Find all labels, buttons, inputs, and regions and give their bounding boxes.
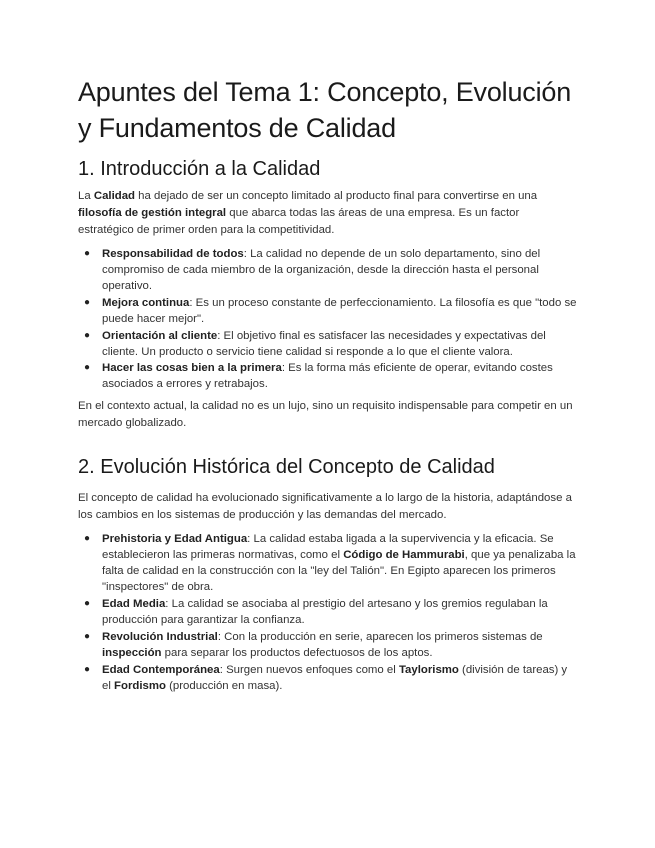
bold-term: Calidad xyxy=(93,190,135,202)
text-run: : La calidad estaba ligada a la supervivencia y la eficacia. Se establecieron las primeras normativas, como el xyxy=(102,533,554,562)
bold-term: Fordismo xyxy=(114,679,166,692)
bullet-icon: ● xyxy=(84,598,91,610)
history-list xyxy=(78,531,578,693)
text-run: ha dejado de ser un concepto limitado al producto final para convertirse en una xyxy=(135,190,538,202)
section-heading-evolucion: 2. Evolución Histórica del Concepto de Calidad xyxy=(78,456,495,479)
list-item-text: : Es la forma más eficiente de operar, evitando costes asociados a errores y retrabajos. xyxy=(102,362,553,391)
list-item xyxy=(78,629,578,661)
bold-term: Taylorismo xyxy=(398,663,459,676)
bold-term: Revolución Industrial xyxy=(102,630,218,643)
bullet-icon: ● xyxy=(84,329,91,341)
bold-term: Código de Hammurabi xyxy=(343,549,465,562)
text-run: : Con la producción en serie, aparecen los primeros sistemas de xyxy=(217,630,543,643)
list-item xyxy=(78,328,578,360)
list-item-text: : Es un proceso constante de perfeccionamiento. La filosofía es que "todo se puede hacer mejor". xyxy=(102,296,577,325)
bullet-icon: ● xyxy=(84,248,91,259)
bold-term: Prehistoria y Edad Antigua xyxy=(102,533,248,546)
list-item xyxy=(78,531,578,595)
list-item xyxy=(78,246,578,294)
bold-term: Hacer las cosas bien a la primera xyxy=(102,362,282,375)
text-run: que abarca todas las áreas de una empresa. Es un factor estratégico de primer orden para la competitividad. xyxy=(78,207,520,236)
list-item-text: : El objetivo final es satisfacer las necesidades y expectativas del cliente. Un producto o servicio tiene calidad si responde a lo que el cliente valora. xyxy=(102,329,546,358)
text-run: : La calidad se asociaba al prestigio del artesano y los gremios regulaban la producción para garantizar la confianza. xyxy=(102,598,548,627)
intro-paragraph xyxy=(78,188,578,239)
section-heading-introduccion: 1. Introducción a la Calidad xyxy=(78,158,321,180)
bullet-icon: ● xyxy=(84,533,91,545)
bold-term: filosofía de gestión integral xyxy=(78,207,227,219)
list-item xyxy=(78,295,578,327)
bullet-icon: ● xyxy=(84,362,91,374)
list-item-text: : La calidad no depende de un solo departamento, sino del compromiso de cada miembro de la organización, desde la dirección hasta el personal operativo. xyxy=(102,248,541,292)
bullet-icon: ● xyxy=(84,663,91,675)
list-item xyxy=(78,662,578,694)
text-run: (producción en masa). xyxy=(165,679,283,692)
bullet-icon: ● xyxy=(84,296,91,308)
text-run: para separar los productos defectuosos de los aptos. xyxy=(161,646,433,659)
text-run: La xyxy=(78,190,94,202)
document-page xyxy=(78,74,578,700)
closing-paragraph: En el contexto actual, la calidad no es un lujo, sino un requisito indispensable para competir en un mercado globalizado. xyxy=(78,400,573,430)
principles-list xyxy=(78,246,578,392)
bold-term: Edad Contemporánea xyxy=(102,663,220,676)
bold-term: Mejora continua xyxy=(102,296,190,309)
bold-term: Responsabilidad de todos xyxy=(102,248,244,260)
evolution-intro-paragraph: El concepto de calidad ha evolucionado significativamente a lo largo de la historia, adaptándose a los cambios en los sistemas de producción y las demandas del mercado. xyxy=(78,492,572,522)
bullet-icon: ● xyxy=(84,630,91,642)
document-title: Apuntes del Tema 1: Concepto, Evolución y Fundamentos de Calidad xyxy=(78,77,572,143)
text-run: , que ya penalizaba la falta de calidad en la construcción con la "ley del Talión". En Egipto aparecen los primeros "inspectores" de obra. xyxy=(102,549,576,594)
bold-term: inspección xyxy=(102,646,162,659)
list-item xyxy=(78,360,578,392)
text-run: : Surgen nuevos enfoques como el xyxy=(219,663,399,676)
text-run: (división de tareas) y el xyxy=(102,663,568,692)
bold-term: Edad Media xyxy=(102,598,166,611)
list-item xyxy=(78,596,578,628)
bold-term: Orientación al cliente xyxy=(102,329,218,342)
